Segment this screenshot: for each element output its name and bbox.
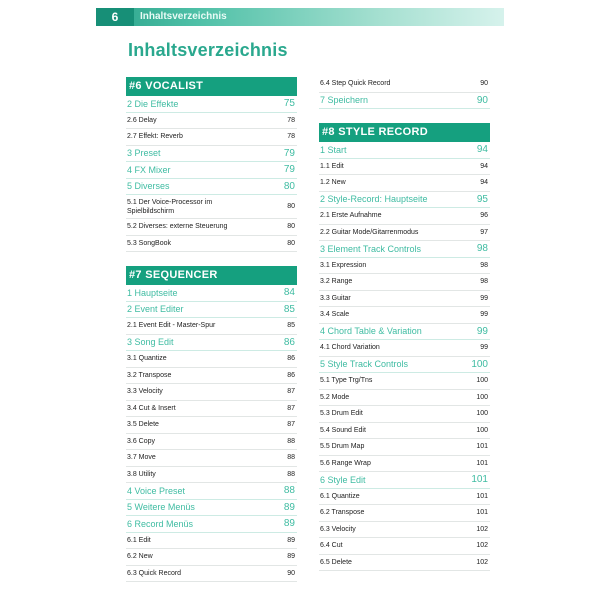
toc-entry-page: 96 (480, 212, 488, 220)
toc-entry-page: 102 (476, 542, 488, 550)
toc-entry-page: 88 (287, 437, 295, 445)
toc-entry-6-3-velocity (319, 522, 490, 539)
toc-entry-6-1-quantize (319, 489, 490, 506)
header-band (96, 8, 504, 26)
toc-entry-page: 75 (283, 98, 295, 110)
section-heading-6-vocalist: #6 VOCALIST (126, 77, 297, 96)
toc-entry-title: 2 Die Effekte (127, 98, 179, 109)
toc-entry-title: 1 Start (320, 144, 347, 155)
toc-entry-page: 101 (476, 443, 488, 451)
toc-entry-title: 5.5 Drum Map (320, 443, 365, 451)
toc-chapter-5-weitere-men-s (126, 500, 297, 517)
toc-entry-page: 86 (287, 371, 295, 379)
toc-entry-4-1-chord-variation (319, 340, 490, 357)
toc-entry-title: 6.4 Step Quick Record (320, 80, 391, 88)
toc-entry-page: 80 (287, 223, 295, 231)
toc-entry-page: 90 (476, 94, 488, 106)
toc-entry-6-5-delete (319, 555, 490, 572)
toc-chapter-2-die-effekte (126, 96, 297, 113)
toc-entry-page: 84 (283, 287, 295, 299)
toc-entry-title: 4.1 Chord Variation (320, 344, 380, 352)
toc-entry-title: 4 Voice Preset (127, 485, 186, 496)
toc-chapter-7-speichern (319, 93, 490, 110)
toc-entry-6-4-cut (319, 538, 490, 555)
toc-entry-title: 2.2 Guitar Mode/Gitarrenmodus (320, 228, 419, 236)
toc-entry-page: 78 (287, 116, 295, 124)
toc-chapter-2-style-record-hauptseite (319, 192, 490, 209)
toc-entry-title: 3.6 Copy (127, 437, 156, 445)
toc-entry-page: 90 (287, 569, 295, 577)
toc-chapter-3-element-track-controls (319, 241, 490, 258)
toc-entry-title: 5.4 Sound Edit (320, 426, 366, 434)
document-page (96, 8, 504, 600)
toc-entry-5-6-range-wrap (319, 456, 490, 473)
toc-entry-title: 4 FX Mixer (127, 164, 171, 175)
toc-entry-3-6-copy (126, 434, 297, 451)
toc-entry-page: 102 (476, 525, 488, 533)
toc-entry-page: 89 (287, 553, 295, 561)
toc-entry-title: 2.1 Event Edit - Master-Spur (127, 322, 216, 330)
toc-entry-title: 6.4 Cut (320, 542, 343, 550)
toc-entry-page: 101 (476, 492, 488, 500)
toc-entry-page: 88 (287, 470, 295, 478)
toc-entry-title: 5.2 Mode (320, 393, 350, 401)
page-number: 6 (96, 8, 134, 26)
toc-entry-page: 95 (476, 193, 488, 205)
toc-entry-title: 6 Record Menüs (127, 518, 194, 529)
toc-entry-page: 86 (283, 336, 295, 348)
toc-entry-page: 85 (283, 303, 295, 315)
toc-entry-3-1-quantize (126, 351, 297, 368)
toc-entry-2-1-event-edit-master-spur (126, 318, 297, 335)
toc-entry-page: 100 (471, 358, 488, 370)
toc-entry-title: 3 Element Track Controls (320, 243, 422, 254)
toc-entry-title: 2.7 Effekt: Reverb (127, 133, 183, 141)
toc-entry-5-3-songbook (126, 236, 297, 253)
toc-entry-page: 89 (287, 536, 295, 544)
toc-entry-2-1-erste-aufnahme (319, 208, 490, 225)
toc-entry-title: 6.2 New (127, 553, 153, 561)
toc-entry-3-3-velocity (126, 384, 297, 401)
toc-entry-page: 97 (480, 228, 488, 236)
toc-entry-title: 2 Event Editer (127, 304, 184, 315)
toc-entry-page: 98 (480, 261, 488, 269)
toc-entry-3-8-utility (126, 467, 297, 484)
toc-chapter-4-voice-preset (126, 483, 297, 500)
toc-entry-title: 3 Song Edit (127, 337, 174, 348)
toc-entry-page: 79 (283, 164, 295, 176)
toc-entry-6-3-quick-record (126, 566, 297, 583)
toc-entry-page: 94 (480, 179, 488, 187)
toc-entry-page: 89 (283, 501, 295, 513)
toc-entry-page: 87 (287, 421, 295, 429)
toc-entry-title: 3.3 Guitar (320, 294, 351, 302)
toc-entry-2-7-effekt-reverb (126, 129, 297, 146)
toc-chapter-6-style-edit (319, 472, 490, 489)
toc-entry-title: 6 Style Edit (320, 474, 366, 485)
toc-entry-3-7-move (126, 450, 297, 467)
toc-chapter-4-chord-table-variation (319, 324, 490, 341)
toc-entry-title: 1 Hauptseite (127, 287, 178, 298)
toc-entry-page: 100 (476, 426, 488, 434)
toc-entry-title: 2.6 Delay (127, 116, 157, 124)
toc-entry-page: 101 (476, 509, 488, 517)
toc-entry-5-2-mode (319, 390, 490, 407)
toc-entry-title: 1.1 Edit (320, 162, 344, 170)
toc-entry-title: 2 Style-Record: Hauptseite (320, 194, 428, 205)
toc-entry-title: 3.8 Utility (127, 470, 156, 478)
toc-entry-title: 5.3 SongBook (127, 239, 171, 247)
toc-chapter-1-start (319, 142, 490, 159)
toc-right-column (319, 77, 490, 571)
toc-entry-title: 3.2 Range (320, 278, 353, 286)
toc-chapter-5-diverses (126, 179, 297, 196)
toc-entry-title: 6.3 Velocity (320, 525, 356, 533)
toc-entry-title: 5.6 Range Wrap (320, 459, 371, 467)
toc-entry-5-1-type-trg-tns (319, 373, 490, 390)
toc-entry-title: 5 Diverses (127, 181, 170, 192)
toc-entry-title: 5.3 Drum Edit (320, 410, 363, 418)
toc-entry-title: 3.2 Transpose (127, 371, 172, 379)
toc-entry-title: 3.3 Velocity (127, 388, 163, 396)
toc-entry-page: 98 (476, 243, 488, 255)
toc-entry-page: 101 (471, 474, 488, 486)
toc-entry-title: 3.1 Quantize (127, 355, 167, 363)
toc-entry-3-5-delete (126, 417, 297, 434)
toc-entry-title: 3.1 Expression (320, 261, 367, 269)
toc-chapter-3-preset (126, 146, 297, 163)
toc-entry-5-4-sound-edit (319, 423, 490, 440)
toc-entry-6-4-step-quick-record (319, 76, 490, 93)
toc-entry-page: 100 (476, 393, 488, 401)
toc-chapter-5-style-track-controls (319, 357, 490, 374)
toc-chapter-4-fx-mixer (126, 162, 297, 179)
toc-entry-title: 2.1 Erste Aufnahme (320, 212, 382, 220)
toc-entry-5-5-drum-map (319, 439, 490, 456)
toc-entry-page: 80 (287, 239, 295, 247)
header-label: Inhaltsverzeichnis (140, 11, 227, 22)
toc-entry-page: 99 (480, 311, 488, 319)
toc-entry-title: 6.5 Delete (320, 558, 352, 566)
toc-chapter-3-song-edit (126, 335, 297, 352)
toc-entry-3-2-range (319, 274, 490, 291)
toc-chapter-6-record-men-s (126, 516, 297, 533)
toc-entry-page: 98 (480, 278, 488, 286)
toc-entry-6-2-transpose (319, 505, 490, 522)
toc-entry-page: 87 (287, 388, 295, 396)
toc-entry-6-1-edit (126, 533, 297, 550)
toc-entry-title: 6.3 Quick Record (127, 569, 182, 577)
toc-entry-page: 88 (287, 454, 295, 462)
toc-entry-title: 3.4 Scale (320, 311, 350, 319)
toc-entry-page: 87 (287, 404, 295, 412)
page-title: Inhaltsverzeichnis (128, 40, 288, 60)
toc-entry-1-2-new (319, 175, 490, 192)
toc-entry-title: 6.1 Edit (127, 536, 151, 544)
toc-entry-page: 85 (287, 322, 295, 330)
toc-entry-page: 99 (476, 325, 488, 337)
toc-entry-title: 3.4 Cut & Insert (127, 404, 176, 412)
toc-entry-page: 86 (287, 355, 295, 363)
toc-entry-title: 6.2 Transpose (320, 509, 365, 517)
toc-entry-title: 3.7 Move (127, 454, 156, 462)
section-heading-8-style-record: #8 STYLE RECORD (319, 123, 490, 142)
toc-entry-page: 88 (283, 485, 295, 497)
toc-entry-page: 94 (476, 144, 488, 156)
section-heading-7-sequencer: #7 SEQUENCER (126, 266, 297, 285)
toc-entry-3-1-expression (319, 258, 490, 275)
toc-entry-3-4-scale (319, 307, 490, 324)
toc-entry-title: 7 Speichern (320, 95, 369, 106)
toc-entry-title: 5.1 Der Voice-Processor im Spielbildschirm (127, 198, 213, 215)
toc-entry-page: 101 (476, 459, 488, 467)
toc-entry-5-1-der-voice-processor-im-spielbildschirm (126, 195, 297, 219)
toc-entry-3-2-transpose (126, 368, 297, 385)
toc-entry-page: 78 (287, 133, 295, 141)
toc-entry-title: 3.5 Delete (127, 421, 159, 429)
toc-entry-page: 94 (480, 162, 488, 170)
toc-entry-title: 1.2 New (320, 179, 346, 187)
toc-entry-3-3-guitar (319, 291, 490, 308)
toc-entry-page: 100 (476, 377, 488, 385)
toc-entry-title: 5 Style Track Controls (320, 359, 409, 370)
toc-entry-page: 79 (283, 147, 295, 159)
toc-entry-5-2-diverses-externe-steuerung (126, 219, 297, 236)
toc-entry-5-3-drum-edit (319, 406, 490, 423)
toc-entry-page: 80 (287, 203, 295, 210)
toc-entry-page: 80 (283, 180, 295, 192)
toc-entry-2-6-delay (126, 113, 297, 130)
toc-entry-2-2-guitar-mode-gitarrenmodus (319, 225, 490, 242)
toc-entry-title: 5 Weitere Menüs (127, 502, 195, 513)
toc-entry-page: 90 (480, 80, 488, 88)
toc-entry-title: 5.1 Type Trg/Tns (320, 377, 373, 385)
toc-chapter-2-event-editer (126, 302, 297, 319)
toc-entry-title: 5.2 Diverses: externe Steuerung (127, 223, 228, 231)
toc-entry-title: 6.1 Quantize (320, 492, 360, 500)
toc-entry-title: 4 Chord Table & Variation (320, 326, 422, 337)
toc-entry-page: 99 (480, 344, 488, 352)
toc-entry-page: 99 (480, 294, 488, 302)
toc-entry-page: 89 (283, 518, 295, 530)
toc-chapter-1-hauptseite (126, 285, 297, 302)
toc-entry-page: 102 (476, 558, 488, 566)
toc-left-column (126, 77, 297, 582)
toc-entry-3-4-cut-insert (126, 401, 297, 418)
toc-entry-page: 100 (476, 410, 488, 418)
toc-entry-6-2-new (126, 549, 297, 566)
toc-entry-1-1-edit (319, 159, 490, 176)
toc-entry-title: 3 Preset (127, 148, 161, 159)
